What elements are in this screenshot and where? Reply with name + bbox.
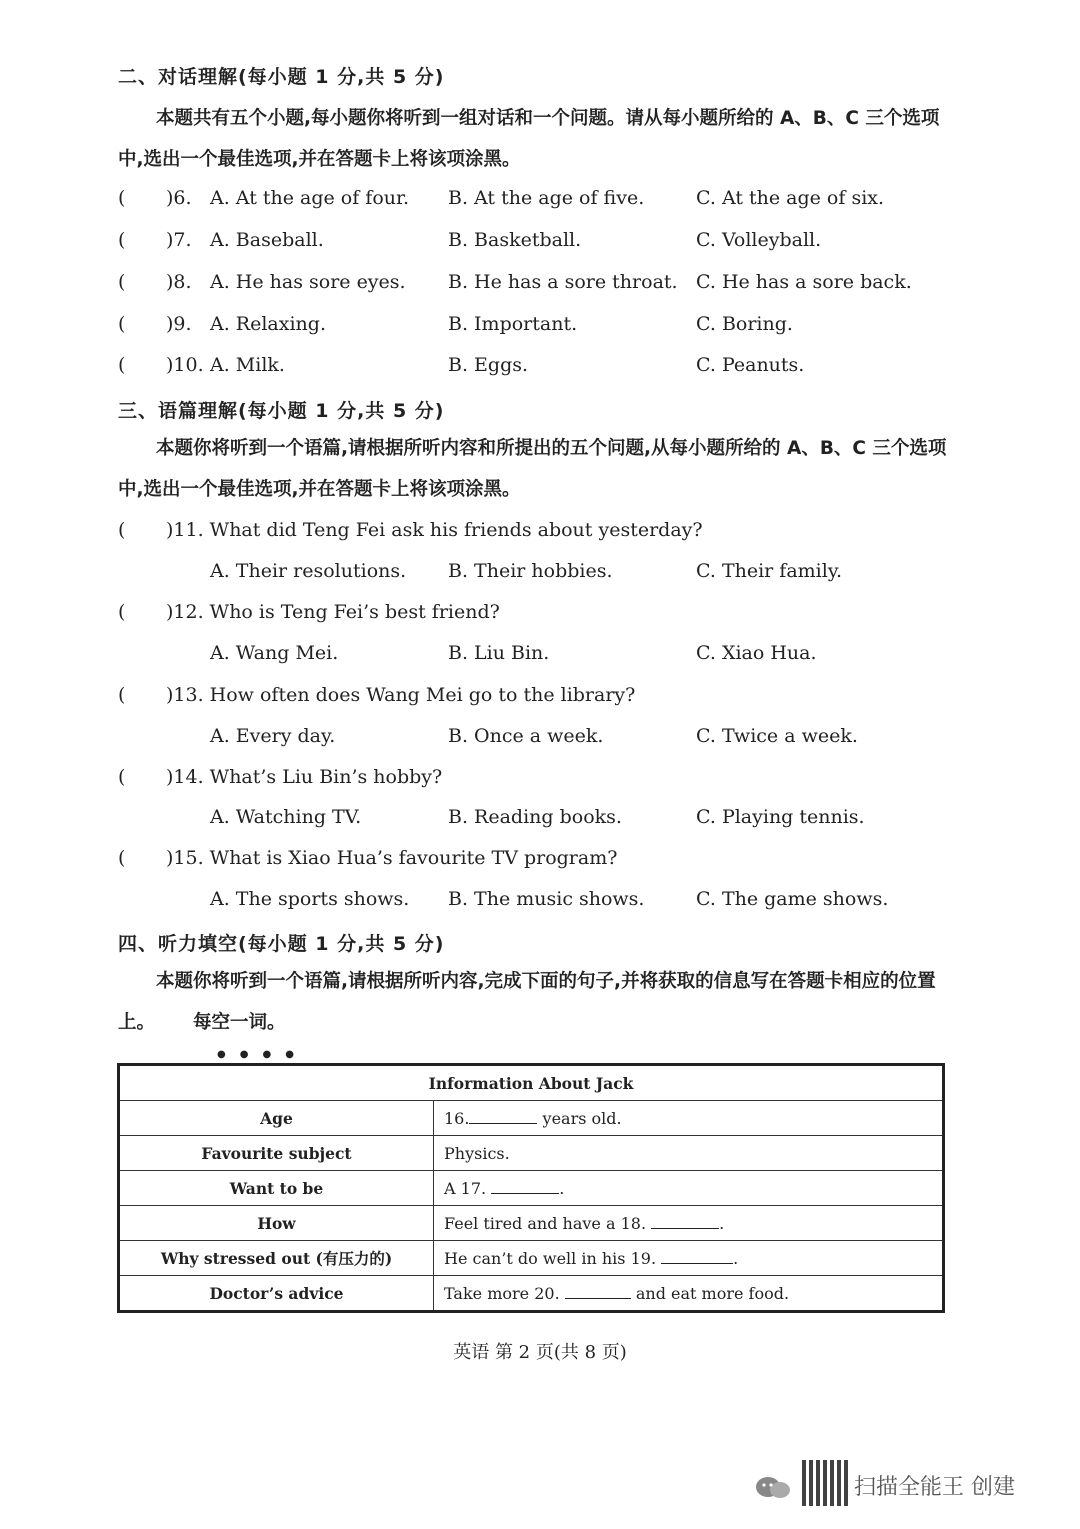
table-row	[119, 1276, 944, 1312]
option-b: B. He has a sore throat.	[448, 271, 678, 293]
camscanner-logo-icon	[754, 1472, 792, 1502]
table-row	[119, 1136, 944, 1171]
question-stem: )15. What is Xiao Hua’s favourite TV program?	[166, 847, 618, 869]
qr-code-icon	[802, 1460, 848, 1506]
answer-paren: (	[118, 271, 126, 293]
question-number: )9.	[166, 313, 192, 335]
option-a: A. Baseball.	[210, 229, 324, 251]
answer-paren: (	[118, 187, 126, 209]
section2-instruction: 本题共有五个小题,每小题你将听到一组对话和一个问题。请从每小题所给的 A、B、C 三个选项中,选出一个最佳选项,并在答题卡上将该项涂黑。	[118, 108, 940, 170]
section4-instruction	[118, 961, 948, 1060]
option-c: C. Their family.	[696, 560, 843, 582]
answer-paren: (	[118, 229, 126, 251]
table-row	[119, 1206, 944, 1241]
question-stem: )12. Who is Teng Fei’s best friend?	[166, 601, 500, 623]
option-c: C. The game shows.	[696, 888, 889, 910]
section3-instruction: 本题你将听到一个语篇,请根据所听内容和所提出的五个问题,从每小题所给的 A、B、C 三个选项中,选出一个最佳选项,并在答题卡上将该项涂黑。	[118, 438, 947, 500]
row-label: Doctor’s advice	[119, 1276, 434, 1312]
instruction-text: 本题你将听到一个语篇,请根据所听内容,完成下面的句子,并将获取的信息写在答题卡相应的位置上。	[118, 971, 936, 1033]
option-c: C. He has a sore back.	[696, 271, 912, 293]
answer-paren: (	[118, 313, 126, 335]
instruction-end: 。	[267, 1012, 286, 1033]
answer-paren: (	[118, 601, 126, 623]
option-a: A. He has sore eyes.	[210, 271, 406, 293]
row-label: Why stressed out (有压力的)	[119, 1241, 434, 1276]
answer-paren: (	[118, 354, 126, 376]
option-b: B. Eggs.	[448, 354, 529, 376]
option-c: C. Twice a week.	[696, 725, 858, 747]
option-b: B. Basketball.	[448, 229, 582, 251]
answer-paren: (	[118, 847, 126, 869]
jack-info-table	[117, 1063, 945, 1313]
row-label: Age	[119, 1101, 434, 1136]
option-a: A. The sports shows.	[210, 888, 410, 910]
row-content: 16. years old.	[434, 1101, 944, 1136]
option-c: C. Volleyball.	[696, 229, 822, 251]
table-row	[119, 1101, 944, 1136]
row-content: Take more 20. and eat more food.	[434, 1276, 944, 1312]
option-c: C. Boring.	[696, 313, 793, 335]
option-b: B. Their hobbies.	[448, 560, 613, 582]
answer-paren: (	[118, 766, 126, 788]
answer-blank[interactable]	[469, 1109, 537, 1124]
table-row	[119, 1241, 944, 1276]
scanner-watermark	[754, 1460, 1044, 1512]
option-a: A. Their resolutions.	[210, 560, 407, 582]
answer-blank[interactable]	[651, 1214, 719, 1229]
row-content: He can’t do well in his 19. .	[434, 1241, 944, 1276]
option-b: B. Important.	[448, 313, 578, 335]
option-c: C. Xiao Hua.	[696, 642, 817, 664]
question-number: )6.	[166, 187, 192, 209]
question-number: )10.	[166, 354, 204, 376]
row-label: Favourite subject	[119, 1136, 434, 1171]
section4-title: 四、听力填空(每小题 1 分,共 5 分)	[118, 933, 445, 955]
watermark-text: 扫描全能王 创建	[854, 1475, 1015, 1500]
option-b: B. Once a week.	[448, 725, 604, 747]
question-stem: )13. How often does Wang Mei go to the library?	[166, 684, 636, 706]
table-heading: Information About Jack	[119, 1065, 944, 1101]
option-a: A. At the age of four.	[210, 187, 410, 209]
question-stem: )14. What’s Liu Bin’s hobby?	[166, 766, 443, 788]
row-label: Want to be	[119, 1171, 434, 1206]
page-footer: 英语 第 2 页(共 8 页)	[453, 1342, 627, 1363]
answer-paren: (	[118, 519, 126, 541]
section2-title: 二、对话理解(每小题 1 分,共 5 分)	[118, 66, 445, 88]
option-a: A. Every day.	[210, 725, 336, 747]
emphasis-text: 每空一词 ●●●●	[155, 1002, 267, 1043]
option-b: B. Reading books.	[448, 806, 622, 828]
option-c: C. At the age of six.	[696, 187, 885, 209]
question-stem: )11. What did Teng Fei ask his friends about yesterday?	[166, 519, 703, 541]
question-number: )7.	[166, 229, 192, 251]
section3-title: 三、语篇理解(每小题 1 分,共 5 分)	[118, 400, 445, 422]
row-content: Feel tired and have a 18. .	[434, 1206, 944, 1241]
option-c: C. Playing tennis.	[696, 806, 865, 828]
answer-paren: (	[118, 684, 126, 706]
option-a: A. Milk.	[210, 354, 285, 376]
option-c: C. Peanuts.	[696, 354, 805, 376]
answer-blank[interactable]	[491, 1179, 559, 1194]
option-a: A. Watching TV.	[210, 806, 362, 828]
option-b: B. The music shows.	[448, 888, 645, 910]
emphasis-dots: ●●●●	[217, 1049, 308, 1060]
row-content: A 17. .	[434, 1171, 944, 1206]
option-a: A. Relaxing.	[210, 313, 326, 335]
row-label: How	[119, 1206, 434, 1241]
answer-blank[interactable]	[661, 1249, 733, 1264]
table-row	[119, 1171, 944, 1206]
option-b: B. At the age of five.	[448, 187, 645, 209]
row-content: Physics.	[434, 1136, 944, 1171]
option-a: A. Wang Mei.	[210, 642, 339, 664]
question-number: )8.	[166, 271, 192, 293]
answer-blank[interactable]	[565, 1284, 631, 1299]
option-b: B. Liu Bin.	[448, 642, 550, 664]
